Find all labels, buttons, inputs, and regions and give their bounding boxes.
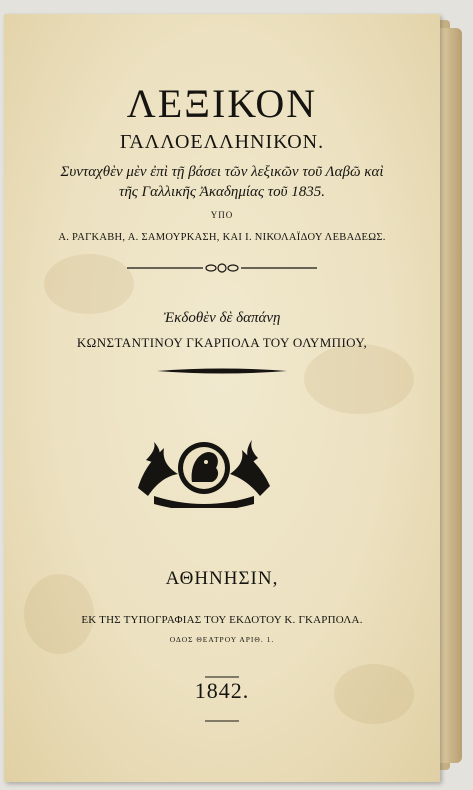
printer-address: ΟΔΟΣ ΘΕΑΤΡΟΥ ΑΡΙΘ. 1. xyxy=(169,635,275,644)
description-line-1: Συνταχθὲν μὲν ἐπὶ τῇ βάσει τῶν λεξικῶν τοῦ Λαβῶ καὶ xyxy=(60,164,384,180)
description-line-2: τῆς Γαλλικῆς Ἀκαδημίας τοῦ 1835. xyxy=(118,184,325,200)
printer-vignette-emblem xyxy=(134,438,274,512)
paper-stain xyxy=(304,344,414,414)
publication-year: 1842. xyxy=(194,678,250,703)
by-label: ΥΠΟ xyxy=(210,210,234,220)
book-title: ΛΕΞΙΚΟΝ xyxy=(126,81,318,126)
published-label: Ἐκδοθὲν δὲ δαπάνῃ xyxy=(163,310,281,326)
book-subtitle: ΓΑΛΛΟΕΛΛΗΝΙΚΟΝ. xyxy=(119,131,325,153)
ornamental-rule-2 xyxy=(4,360,440,379)
authors: Α. ΡΑΓΚΑΒΗ, Α. ΣΑΜΟΥΡΚΑΣΗ, ΚΑΙ Ι. ΝΙΚΟΛΑΪΔΟΥ ΛΕΒΑΔΕΩΣ. xyxy=(58,232,386,243)
ornamental-rule-1 xyxy=(4,259,440,278)
publisher: ΚΩΝΣΤΑΝΤΙΝΟΥ ΓΚΑΡΠΟΛΑ ΤΟΥ ΟΛΥΜΠΙΟΥ, xyxy=(76,335,368,350)
place-of-publication: ΑΘΗΝΗΣΙΝ, xyxy=(165,568,279,589)
printer-line: ΕΚ ΤΗΣ ΤΥΠΟΓΡΑΦΙΑΣ ΤΟΥ ΕΚΔΟΤΟΥ Κ. ΓΚΑΡΠΟΛΑ. xyxy=(81,614,363,626)
year-underline xyxy=(4,708,440,727)
title-page xyxy=(4,14,440,782)
